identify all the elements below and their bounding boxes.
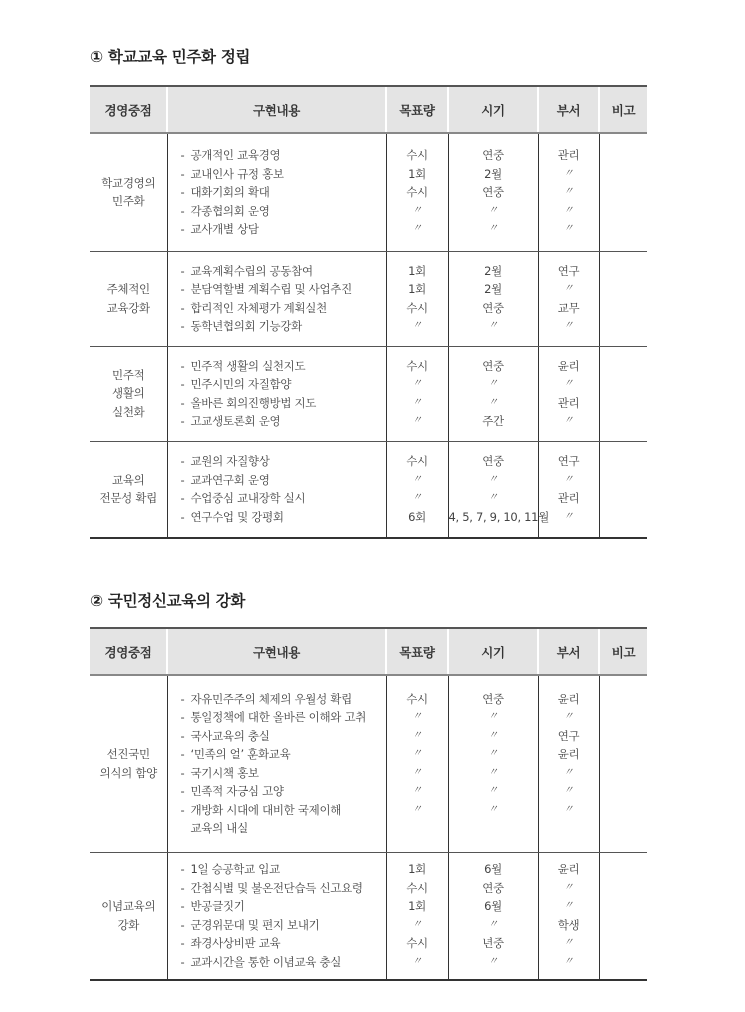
content-item-text: 통일정책에 대한 올바른 이해와 고취 [190, 710, 367, 725]
content-item-text: 자유민주주의 체제의 우월성 확립 [190, 691, 352, 706]
department-value: 〃 [563, 223, 574, 234]
target-value: 〃 [412, 803, 422, 815]
content-item-text: 공개적인 교육경영 [190, 148, 281, 162]
department-value: 〃 [563, 186, 574, 197]
department-value: 〃 [563, 766, 574, 778]
content-item-text: 교사개별 상담 [190, 222, 259, 236]
bullet-dash: - [180, 899, 185, 914]
timing-value: 〃 [488, 766, 498, 778]
timing-cell [448, 675, 538, 852]
timing-value: 〃 [488, 729, 498, 741]
timing-cell [448, 346, 538, 441]
timing-value: 연중 [482, 300, 504, 315]
content-item-text: 개방화 시대에 대비한 국제이해 [190, 802, 342, 817]
content-item-text: 교육의 내실 [190, 821, 248, 836]
target-value: 〃 [412, 785, 422, 797]
content-item [181, 508, 386, 527]
content-item [181, 280, 386, 299]
focus-area-cell [90, 346, 167, 441]
content-item [181, 934, 386, 953]
target-value: 〃 [412, 223, 422, 234]
content-item [181, 317, 386, 336]
timing-value: 〃 [488, 473, 498, 485]
timing-value: 6월 [484, 862, 502, 877]
content-item-text: 대화기회의 확대 [190, 185, 270, 199]
bullet-dash: - [180, 472, 185, 487]
target-value: 〃 [412, 766, 422, 778]
content-item-text: 분담역할별 계획수립 및 사업추진 [190, 282, 352, 296]
target-value: 1회 [408, 899, 426, 914]
department-value: 〃 [563, 320, 574, 331]
bullet-dash: - [180, 148, 185, 162]
focus-area-line: 선진국민 [106, 747, 150, 762]
timing-value: 4, 5, 7, 9, 10, 11월 [448, 509, 549, 524]
department-value: 〃 [563, 283, 574, 294]
focus-area-line: 강화 [117, 917, 140, 932]
timing-value: 〃 [488, 492, 498, 504]
content-item-text: 교원의 자질향상 [190, 454, 270, 469]
department-value: 〃 [563, 473, 574, 485]
bullet-dash: - [180, 282, 185, 296]
content-item-text: 동학년협의회 기능강화 [190, 319, 302, 333]
bullet-dash: - [180, 395, 185, 410]
focus-area-cell [90, 852, 167, 980]
timing-value: 6월 [484, 899, 502, 914]
focus-area-line: 의식의 함양 [99, 765, 157, 780]
header-department: 부서 [538, 86, 599, 133]
bullet-dash: - [180, 414, 185, 428]
department-value: 윤리 [557, 862, 580, 877]
note-cell [599, 133, 647, 251]
content-item-text: 국기시책 홍보 [190, 765, 259, 780]
content-cell [167, 675, 386, 852]
table-row [90, 346, 647, 441]
department-value: 관리 [557, 491, 580, 506]
table-row [90, 441, 647, 538]
header-timing: 시기 [448, 628, 538, 675]
section-title-1: ① 학교교육 민주화 정립 [90, 48, 251, 66]
target-value: 수시 [406, 358, 428, 373]
target-value: 〃 [412, 320, 422, 331]
timing-value: 〃 [488, 711, 498, 723]
timing-value: 연중 [482, 148, 504, 162]
bullet-dash: - [180, 802, 185, 817]
table-row [90, 675, 647, 852]
content-item [181, 819, 386, 838]
content-item [181, 764, 386, 783]
focus-area-line: 실천화 [112, 404, 145, 419]
target-value: 수시 [406, 300, 428, 315]
bullet-dash: - [180, 917, 185, 932]
content-cell [167, 133, 386, 251]
timing-cell [448, 852, 538, 980]
content-item [181, 146, 386, 165]
department-value: 관리 [557, 148, 580, 162]
target-value: 6회 [408, 509, 426, 524]
content-item [181, 916, 386, 935]
bullet-dash: - [180, 377, 185, 391]
content-item [181, 489, 386, 508]
focus-area-line: 생활의 [112, 386, 145, 401]
content-cell [167, 251, 386, 346]
timing-value: 〃 [488, 955, 498, 967]
content-item [181, 801, 386, 820]
content-item [181, 165, 386, 184]
content-item-text: 각종협의회 운영 [190, 203, 270, 218]
plan-table-2 [90, 627, 647, 981]
bullet-dash: - [180, 222, 185, 236]
content-item-text: ‘민족의 얼’ 훈화교육 [190, 747, 291, 762]
department-value: 〃 [563, 415, 574, 426]
department-value: 윤리 [557, 747, 580, 762]
note-cell [599, 852, 647, 980]
bullet-dash: - [180, 358, 185, 373]
target-value: 〃 [412, 729, 422, 741]
timing-value: 〃 [488, 320, 498, 331]
table-row [90, 251, 647, 346]
timing-value: 연중 [482, 691, 504, 706]
timing-value: 〃 [488, 223, 498, 234]
content-item [181, 452, 386, 471]
header-department: 부서 [538, 628, 599, 675]
content-item [181, 202, 386, 221]
target-value: 〃 [412, 396, 422, 408]
department-value: 〃 [563, 955, 574, 967]
department-value: 윤리 [557, 691, 580, 706]
bullet-dash: - [180, 300, 185, 315]
target-cell [386, 441, 448, 538]
content-item [181, 708, 386, 727]
department-cell [538, 852, 599, 980]
target-value: 〃 [412, 415, 422, 426]
target-cell [386, 675, 448, 852]
content-item [181, 860, 386, 879]
header-focus-area: 경영중점 [90, 628, 167, 675]
content-item [181, 953, 386, 972]
target-value: 수시 [406, 880, 428, 895]
content-item-text: 민주적 생활의 실천지도 [190, 358, 306, 373]
content-item-text: 교내인사 규정 홍보 [190, 166, 284, 181]
department-value: 연구 [557, 263, 580, 278]
target-cell [386, 852, 448, 980]
timing-value: 〃 [488, 748, 498, 760]
target-cell [386, 346, 448, 441]
bullet-dash: - [180, 728, 185, 743]
content-item [181, 220, 386, 239]
timing-value: 〃 [488, 204, 498, 216]
bullet-dash: - [180, 862, 185, 877]
target-cell [386, 133, 448, 251]
timing-value: 주간 [482, 414, 504, 428]
bullet-dash: - [180, 454, 185, 469]
focus-area-cell [90, 441, 167, 538]
target-value: 〃 [412, 711, 422, 723]
content-item-text: 연구수업 및 강평회 [190, 509, 284, 524]
content-cell [167, 852, 386, 980]
content-item-text: 군경위문대 및 편지 보내기 [190, 917, 320, 932]
content-item-text: 교과연구회 운영 [190, 472, 270, 487]
department-cell [538, 675, 599, 852]
department-value: 교무 [557, 300, 580, 315]
department-value: 관리 [557, 395, 580, 410]
content-item-text: 합리적인 자체평가 계획실천 [190, 300, 327, 315]
department-value [539, 819, 599, 838]
header-focus-area: 경영중점 [90, 86, 167, 133]
content-item-text: 올바른 회의진행방법 지도 [190, 395, 317, 410]
timing-value [449, 819, 538, 838]
target-value [387, 819, 448, 838]
content-item-text: 반공글짓기 [190, 899, 245, 914]
bullet-dash: - [180, 784, 185, 799]
bullet-dash: - [180, 710, 185, 725]
bullet-dash: - [180, 185, 185, 199]
note-cell [599, 441, 647, 538]
department-value: 연구 [557, 454, 580, 469]
department-value: 〃 [563, 900, 574, 912]
target-value: 〃 [412, 378, 422, 389]
bullet-dash: - [180, 954, 185, 969]
department-value: 〃 [563, 785, 574, 797]
target-value: 〃 [412, 204, 422, 216]
focus-area-line: 민주적 [112, 367, 145, 382]
table-header-row [90, 628, 647, 675]
focus-area-line: 이념교육의 [101, 899, 156, 914]
content-item [181, 690, 386, 709]
target-value: 수시 [406, 454, 428, 469]
content-item-text: 간첩식별 및 불온전단습득 신고요령 [190, 880, 363, 895]
bullet-dash: - [180, 747, 185, 762]
plan-table-1 [90, 85, 647, 539]
focus-area-line: 주체적인 [106, 282, 150, 296]
target-value: 〃 [412, 955, 422, 967]
target-value: 〃 [412, 918, 422, 930]
department-value: 〃 [563, 510, 574, 522]
timing-value: 2월 [484, 166, 502, 181]
content-item [181, 471, 386, 490]
bullet-dash: - [180, 166, 185, 181]
content-item [181, 299, 386, 318]
timing-cell [448, 251, 538, 346]
content-item-text: 교육계획수립의 공동참여 [190, 263, 313, 278]
focus-area-line: 전문성 확립 [99, 491, 157, 506]
timing-value: 〃 [488, 378, 498, 389]
bullet-dash: - [180, 509, 185, 524]
bullet-dash: - [180, 491, 185, 506]
timing-value: 2월 [484, 282, 502, 296]
content-item-text: 좌경사상비판 교육 [190, 936, 281, 951]
bullet-dash: - [180, 203, 185, 218]
department-value: 〃 [563, 204, 574, 216]
header-target: 목표량 [386, 86, 448, 133]
header-content: 구현내용 [167, 628, 386, 675]
department-value: 연구 [557, 728, 580, 743]
timing-value: 연중 [482, 454, 504, 469]
note-cell [599, 346, 647, 441]
content-item [181, 394, 386, 413]
department-cell [538, 133, 599, 251]
section-title-2: ② 국민정신교육의 강화 [90, 592, 246, 610]
header-content: 구현내용 [167, 86, 386, 133]
bullet-dash: - [180, 765, 185, 780]
department-value: 윤리 [557, 358, 580, 373]
timing-value: 〃 [488, 396, 498, 408]
department-value: 학생 [557, 917, 580, 932]
bullet-dash: - [180, 691, 185, 706]
timing-value: 〃 [488, 918, 498, 930]
header-note: 비고 [599, 628, 647, 675]
department-value: 〃 [563, 167, 574, 179]
table-row [90, 852, 647, 980]
department-value: 〃 [563, 803, 574, 815]
target-value: 1회 [408, 166, 426, 181]
content-item-text: 민주시민의 자질함양 [190, 377, 292, 391]
focus-area-line: 민주화 [112, 194, 145, 209]
note-cell [599, 675, 647, 852]
focus-area-line: 교육강화 [106, 300, 150, 315]
bullet-dash: - [180, 880, 185, 895]
content-item-text: 고교생토론회 운영 [190, 414, 281, 428]
department-value: 〃 [563, 378, 574, 389]
content-cell [167, 441, 386, 538]
target-value: 1회 [408, 263, 426, 278]
content-item-text: 교과시간을 통한 이념교육 충실 [190, 954, 342, 969]
content-item-text: 1일 승공학교 입교 [190, 862, 280, 877]
target-value: 1회 [408, 282, 426, 296]
department-cell [538, 346, 599, 441]
bullet-dash: - [180, 319, 185, 333]
department-value: 〃 [563, 937, 574, 949]
content-item [181, 879, 386, 898]
timing-cell [448, 441, 549, 538]
content-item [181, 782, 386, 801]
timing-value: 〃 [488, 803, 498, 815]
table-header-row [90, 86, 647, 133]
table-row [90, 133, 647, 251]
content-item-text: 민족적 자긍심 고양 [190, 784, 284, 799]
timing-value: 연중 [482, 185, 504, 199]
target-value: 수시 [406, 185, 428, 199]
target-value: 1회 [408, 862, 426, 877]
target-value: 〃 [412, 748, 422, 760]
content-item-text: 국사교육의 충실 [190, 728, 270, 743]
header-target: 목표량 [386, 628, 448, 675]
timing-value: 연중 [482, 880, 504, 895]
timing-value: 2월 [484, 263, 502, 278]
target-value: 수시 [406, 148, 428, 162]
content-item [181, 357, 386, 376]
timing-value: 년중 [482, 936, 504, 951]
content-cell [167, 346, 386, 441]
bullet-dash: - [180, 936, 185, 951]
content-item [181, 412, 386, 431]
department-value: 〃 [563, 711, 574, 723]
department-cell [538, 251, 599, 346]
target-value: 수시 [406, 936, 428, 951]
content-item [181, 183, 386, 202]
header-note: 비고 [599, 86, 647, 133]
content-item [181, 375, 386, 394]
focus-area-line: 교육의 [112, 472, 145, 487]
focus-area-cell [90, 251, 167, 346]
note-cell [599, 251, 647, 346]
timing-value: 연중 [482, 358, 504, 373]
focus-area-cell [90, 675, 167, 852]
content-item [181, 727, 386, 746]
focus-area-line: 학교경영의 [101, 175, 156, 190]
content-item [181, 745, 386, 764]
bullet-dash: - [180, 263, 185, 278]
content-item [181, 262, 386, 281]
timing-value: 〃 [488, 785, 498, 797]
target-value: 〃 [412, 473, 422, 485]
content-item [181, 897, 386, 916]
timing-cell [448, 133, 538, 251]
content-item-text: 수업중심 교내장학 실시 [190, 491, 306, 506]
target-value: 〃 [412, 492, 422, 504]
header-timing: 시기 [448, 86, 538, 133]
target-value: 수시 [406, 691, 428, 706]
department-value: 〃 [563, 881, 574, 893]
target-cell [386, 251, 448, 346]
focus-area-cell [90, 133, 167, 251]
